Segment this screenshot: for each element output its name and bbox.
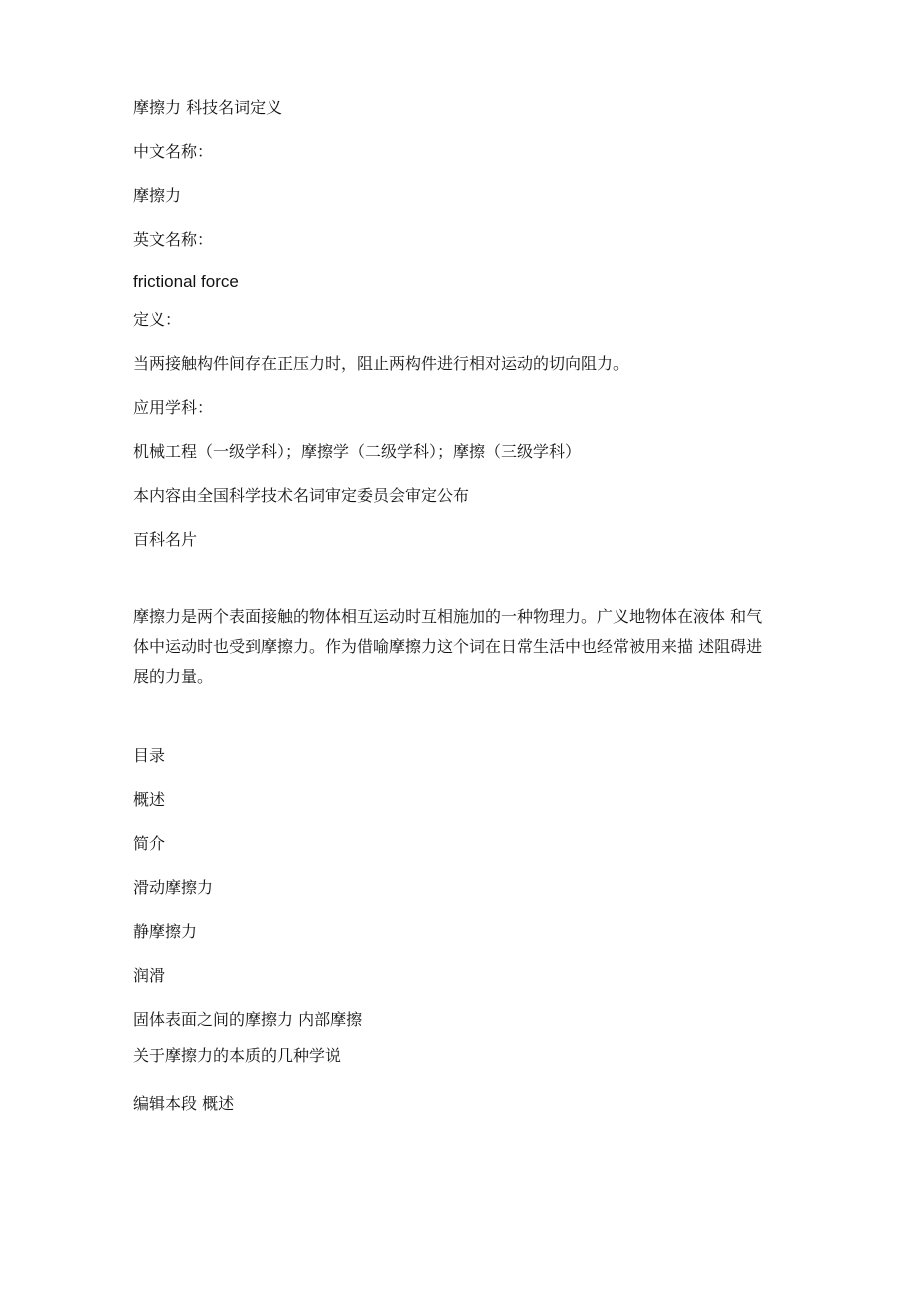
toc-item-friction-theories[interactable]: 关于摩擦力的本质的几种学说 [133, 1046, 342, 1065]
definition-value: 当两接触构件间存在正压力时，阻止两构件进行相对运动的切向阻力。 [133, 354, 630, 373]
encyclopedia-card-heading: 百科名片 [133, 530, 198, 549]
toc-item-static-friction[interactable]: 静摩擦力 [133, 922, 198, 941]
toc-item-overview[interactable]: 概述 [133, 790, 166, 809]
toc-heading: 目录 [133, 746, 166, 765]
edit-section-overview[interactable]: 编辑本段 概述 [133, 1094, 235, 1113]
toc-item-solid-surface-friction[interactable]: 固体表面之间的摩擦力 内部摩擦 [133, 1010, 363, 1029]
discipline-label: 应用学科： [133, 398, 214, 417]
cn-name-label: 中文名称： [133, 142, 214, 161]
intro-paragraph-line: 体中运动时也受到摩擦力。作为借喻摩擦力这个词在日常生活中也经常被用来描 述阻碍进 [133, 637, 763, 656]
intro-paragraph-line: 摩擦力是两个表面接触的物体相互运动时互相施加的一种物理力。广义地物体在液体 和气 [133, 607, 763, 626]
toc-item-lubrication[interactable]: 润滑 [133, 966, 166, 985]
definition-label: 定义： [133, 310, 182, 329]
en-name-label: 英文名称： [133, 230, 214, 249]
intro-paragraph [133, 602, 793, 692]
toc-item-sliding-friction[interactable]: 滑动摩擦力 [133, 878, 214, 897]
publisher-note: 本内容由全国科学技术名词审定委员会审定公布 [133, 486, 470, 505]
discipline-value: 机械工程（一级学科）；摩擦学（二级学科）；摩擦（三级学科） [133, 442, 582, 461]
intro-paragraph-line: 展的力量。 [133, 667, 214, 686]
cn-name-value: 摩擦力 [133, 186, 182, 205]
en-name-value: frictional force [133, 272, 239, 291]
toc-item-introduction[interactable]: 简介 [133, 834, 166, 853]
document-title: 摩擦力 科技名词定义 [133, 98, 283, 117]
